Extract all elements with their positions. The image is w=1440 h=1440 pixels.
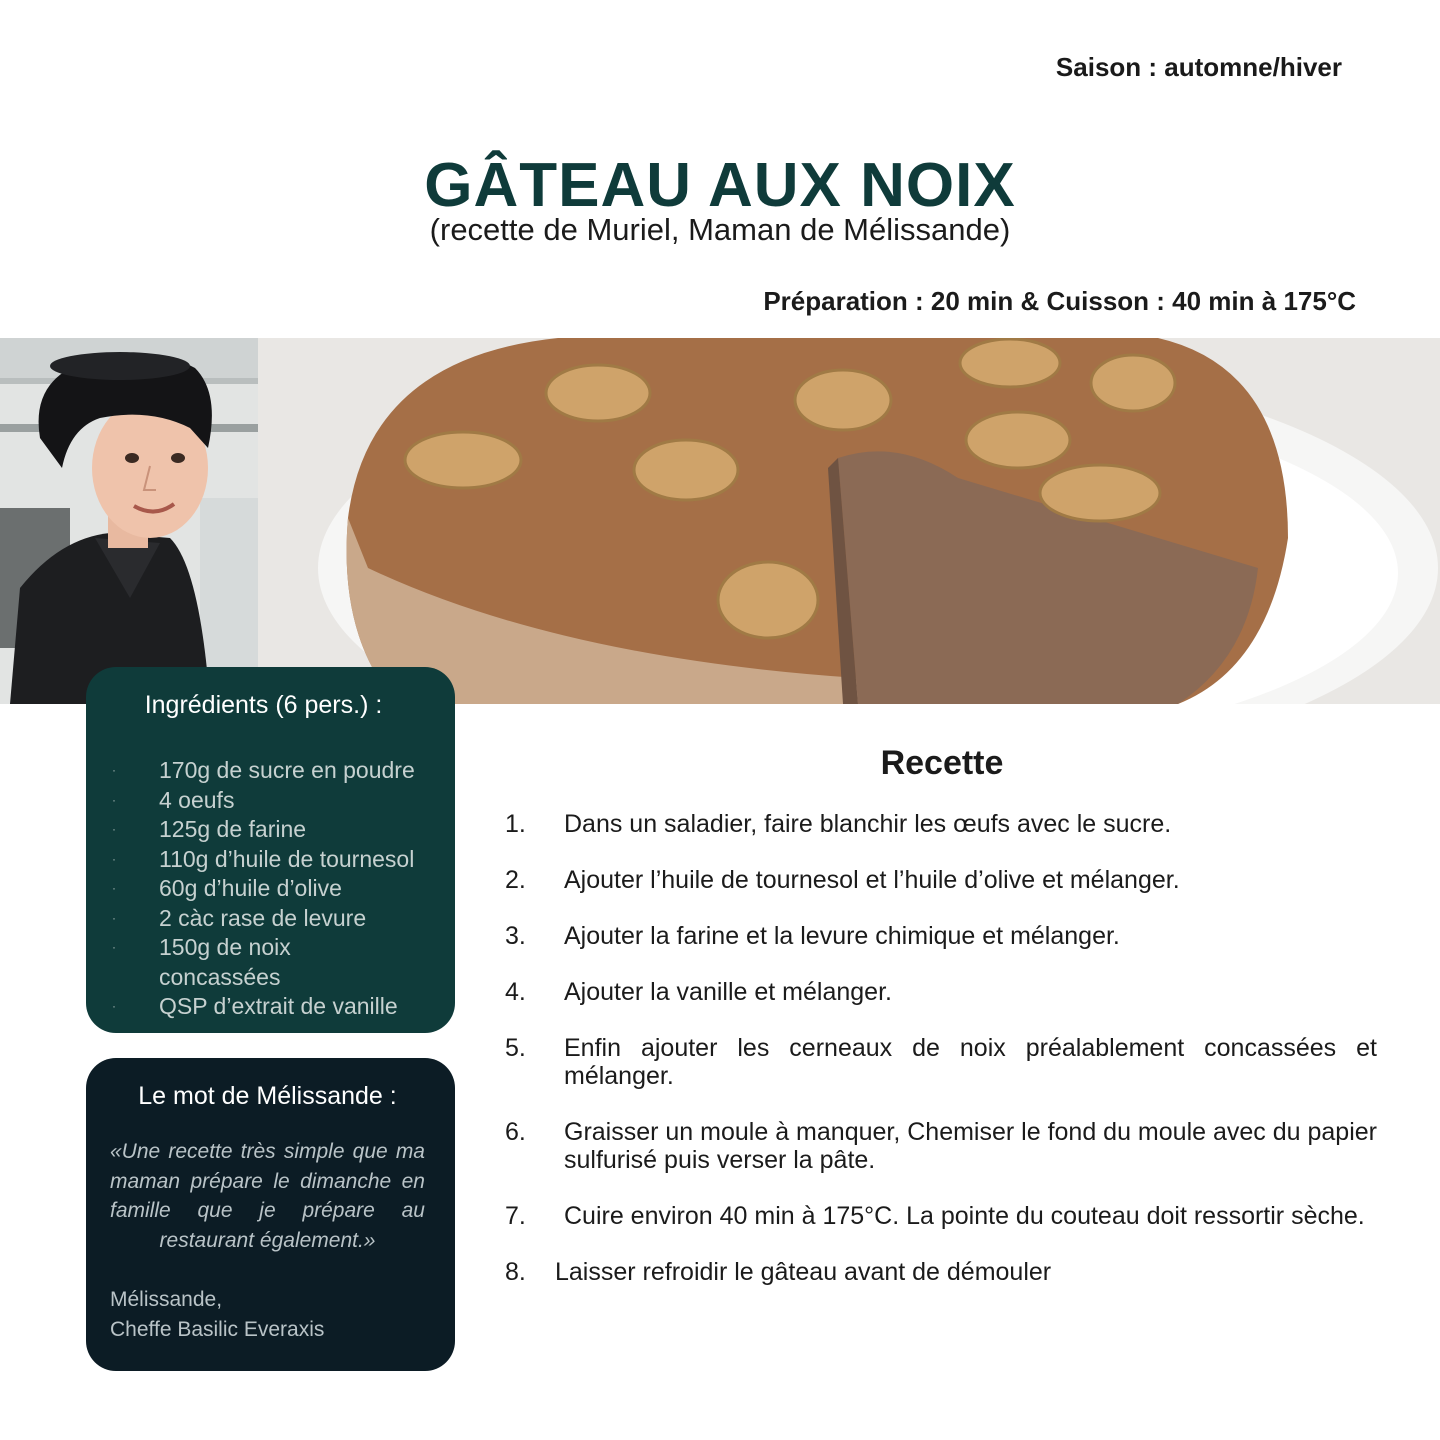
ingredients-card: [86, 667, 455, 1033]
step-text: Cuire environ 40 min à 175°C. La pointe du couteau doit ressortir sèche.: [564, 1202, 1365, 1230]
bullet-icon: ·: [112, 881, 116, 895]
step-text: Ajouter la farine et la levure chimique et mélanger.: [564, 922, 1120, 950]
bullet-icon: ·: [112, 763, 116, 777]
cake-photo: [258, 338, 1440, 704]
list-item: [505, 1034, 1377, 1090]
chef-photo: [0, 338, 258, 704]
step-number: 7.: [505, 1202, 526, 1230]
step-number: 1.: [505, 810, 526, 838]
ingredient-text: QSP d’extrait de vanille: [159, 993, 398, 1019]
bullet-icon: ·: [112, 822, 116, 836]
timing-label: Préparation : 20 min & Cuisson : 40 min à 175°C: [763, 286, 1356, 316]
list-item: [505, 1202, 1377, 1230]
quote-card: [86, 1058, 455, 1371]
list-item: [112, 933, 415, 992]
list-item: [112, 845, 415, 875]
list-item: [112, 874, 415, 904]
list-item: [112, 815, 415, 845]
bullet-icon: ·: [112, 851, 116, 866]
step-text: Ajouter l’huile de tournesol et l’huile d’olive et mélanger.: [564, 866, 1180, 894]
ingredient-text: 170g de sucre en poudre: [159, 757, 415, 783]
bullet-icon: ·: [112, 910, 116, 925]
list-item: [505, 1118, 1377, 1174]
ingredient-text: 2 càc rase de levure: [159, 904, 367, 931]
ingredients-list: [112, 756, 415, 1022]
recipe-title: Recette: [880, 744, 1004, 782]
list-item: [112, 904, 415, 934]
list-item: [505, 1258, 1377, 1286]
list-item: [112, 756, 415, 786]
quote-title: Le mot de Mélissande :: [138, 1082, 397, 1110]
list-item: [505, 866, 1377, 894]
list-item: [112, 992, 415, 1022]
signature-role: Cheffe Basilic Everaxis: [110, 1317, 325, 1341]
bullet-icon: ·: [112, 999, 116, 1013]
ingredient-text: 125g de farine: [159, 816, 307, 842]
list-item: [505, 922, 1377, 950]
ingredient-text: 4 oeufs: [159, 786, 235, 813]
recipe-steps: [505, 810, 1377, 1314]
signature-name: Mélissande,: [110, 1288, 223, 1311]
step-number: 5.: [505, 1034, 526, 1062]
step-number: 4.: [505, 978, 526, 1006]
step-text: Dans un saladier, faire blanchir les œufs avec le sucre.: [564, 810, 1172, 838]
list-item: [505, 810, 1377, 838]
page-subtitle: (recette de Muriel, Maman de Mélissande): [429, 212, 1011, 247]
ingredients-title: Ingrédients (6 pers.) :: [144, 691, 383, 719]
step-number: 3.: [505, 922, 526, 950]
list-item: [505, 978, 1377, 1006]
step-text: Graisser un moule à manquer, Chemiser le fond du moule avec du papier sulfurisé puis verser la pâte.: [564, 1118, 1377, 1174]
step-number: 6.: [505, 1118, 526, 1146]
step-text: Enfin ajouter les cerneaux de noix préalablement concassées et mélanger.: [564, 1034, 1377, 1090]
list-item: [112, 786, 415, 816]
step-text: Laisser refroidir le gâteau avant de démouler: [555, 1258, 1052, 1286]
quote-text: «Une recette très simple que ma maman prépare le dimanche en famille que je prépare au restaurant également.»: [110, 1140, 425, 1252]
step-number: 2.: [505, 866, 526, 894]
ingredient-text: 150g de noix concassées: [159, 934, 291, 990]
season-label: Saison : automne/hiver: [1055, 52, 1342, 82]
ingredient-text: 60g d’huile d’olive: [159, 875, 342, 901]
ingredient-text: 110g d’huile de tournesol: [159, 845, 415, 872]
bullet-icon: ·: [112, 792, 116, 807]
bullet-icon: ·: [112, 940, 116, 954]
page-title: GÂTEAU AUX NOIX: [424, 151, 1016, 220]
step-number: 8.: [505, 1258, 526, 1286]
step-text: Ajouter la vanille et mélanger.: [564, 978, 892, 1006]
